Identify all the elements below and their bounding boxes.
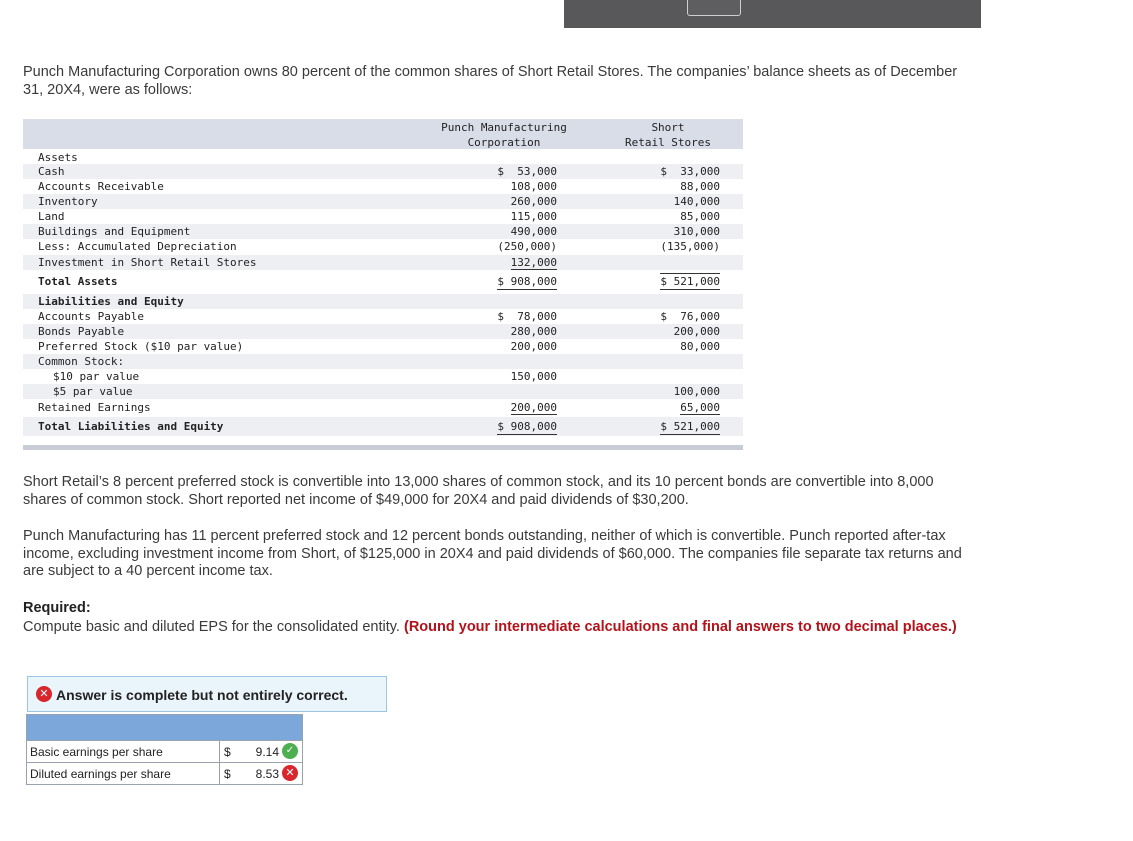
row-label: Investment in Short Retail Stores xyxy=(38,256,257,269)
row-label: Bonds Payable xyxy=(38,325,125,338)
answer-row-basic-eps xyxy=(27,740,302,762)
punch-value: (250,000) xyxy=(497,240,557,253)
table-row xyxy=(23,309,743,324)
check-circle-icon: ✓ xyxy=(282,743,298,759)
row-label: Common Stock: xyxy=(38,355,125,368)
convertibles-paragraph: Short Retail’s 8 percent preferred stock is convertible into 13,000 shares of common stock, and its 10 percent bonds are convertible into 8,000 shares of common stock. Short reported net income of $49,000 for 20X4 and paid dividends of $30,200. xyxy=(23,474,934,508)
row-label: Cash xyxy=(38,165,65,178)
x-circle-icon: ✕ xyxy=(282,765,298,781)
table-row-total xyxy=(23,272,743,291)
punch-value: $ 53,000 xyxy=(497,165,557,178)
currency-symbol: $ xyxy=(224,767,231,781)
short-value: 140,000 xyxy=(673,195,720,208)
short-value: $ 76,000 xyxy=(660,310,720,323)
short-value: 80,000 xyxy=(680,340,720,353)
column-header-punch: Punch Manufacturing Corporation xyxy=(441,121,567,149)
table-row xyxy=(23,194,743,209)
row-label: Preferred Stock ($10 par value) xyxy=(38,340,244,353)
table-row xyxy=(23,324,743,339)
basic-eps-input[interactable]: 9.14 xyxy=(255,745,279,759)
row-label: Accounts Receivable xyxy=(38,180,164,193)
table-row-total xyxy=(23,417,743,436)
row-label: $10 par value xyxy=(53,370,140,383)
punch-value: 115,000 xyxy=(510,210,557,223)
punch-value: 132,000 xyxy=(510,256,557,269)
punch-income-paragraph: Punch Manufacturing has 11 percent preferred stock and 12 percent bonds outstanding, neither of which is convertible. Punch reported after-tax income, excluding investment income from Short, of $125,000 in 20X4 and paid dividends of $60,000. The companies file separate tax returns and are subject to a 40 percent income tax. xyxy=(23,528,962,579)
toolbar-button[interactable] xyxy=(687,0,741,16)
row-label: Total Assets xyxy=(38,275,118,288)
short-value: 310,000 xyxy=(673,225,720,238)
punch-value: 200,000 xyxy=(510,401,557,414)
punch-value: 200,000 xyxy=(510,340,557,353)
short-value: 65,000 xyxy=(680,401,720,414)
table-header xyxy=(23,119,743,149)
table-row xyxy=(23,354,743,369)
table-row xyxy=(23,239,743,254)
row-label: Total Liabilities and Equity xyxy=(38,420,224,433)
short-value: $ 521,000 xyxy=(660,275,720,288)
short-value: 88,000 xyxy=(680,180,720,193)
table-row xyxy=(23,150,743,165)
row-label: Land xyxy=(38,210,65,223)
row-label: Retained Earnings xyxy=(38,401,151,414)
table-row xyxy=(23,400,743,415)
intro-paragraph: Punch Manufacturing Corporation owns 80 percent of the common shares of Short Retail Stores. The companies’ balance sheets as of December 31, 20X4, were as follows: xyxy=(23,64,958,98)
punch-value: $ 78,000 xyxy=(497,310,557,323)
answer-label: Diluted earnings per share xyxy=(30,767,171,781)
short-value: $ 33,000 xyxy=(660,165,720,178)
row-label: Assets xyxy=(38,151,78,164)
punch-value: $ 908,000 xyxy=(497,420,557,433)
required-heading: Required: xyxy=(23,600,91,616)
short-value: (135,000) xyxy=(660,240,720,253)
table-row xyxy=(23,294,743,309)
balance-sheet-table xyxy=(23,119,743,451)
table-row xyxy=(23,164,743,179)
punch-value: 280,000 xyxy=(510,325,557,338)
feedback-text: Answer is complete but not entirely correct. xyxy=(56,687,348,703)
answer-table-header xyxy=(27,715,302,740)
required-section xyxy=(23,600,973,636)
required-instruction: Compute basic and diluted EPS for the consolidated entity. (Round your intermediate calculations and final answers to two decimal places.) xyxy=(23,618,957,635)
answer-label: Basic earnings per share xyxy=(30,745,163,759)
row-label: $5 par value xyxy=(53,385,133,398)
table-row xyxy=(23,369,743,384)
table-row xyxy=(23,179,743,194)
punch-value: 150,000 xyxy=(510,370,557,383)
row-label: Accounts Payable xyxy=(38,310,144,323)
table-row xyxy=(23,339,743,354)
currency-symbol: $ xyxy=(224,745,231,759)
answer-feedback-banner xyxy=(27,676,387,712)
table-row xyxy=(23,384,743,399)
punch-value: 260,000 xyxy=(510,195,557,208)
row-label: Less: Accumulated Depreciation xyxy=(38,240,237,253)
short-value: $ 521,000 xyxy=(660,420,720,433)
table-footer-bar xyxy=(23,445,743,450)
short-value: 200,000 xyxy=(673,325,720,338)
column-header-short: Short Retail Stores xyxy=(624,121,712,149)
punch-value: $ 908,000 xyxy=(497,275,557,288)
answer-table xyxy=(26,714,303,785)
short-value: 100,000 xyxy=(673,385,720,398)
answer-row-diluted-eps xyxy=(27,762,302,784)
row-label: Buildings and Equipment xyxy=(38,225,191,238)
row-label: Liabilities and Equity xyxy=(38,295,184,308)
x-circle-icon: ✕ xyxy=(36,686,52,702)
top-toolbar xyxy=(564,0,981,28)
row-label: Inventory xyxy=(38,195,98,208)
table-row xyxy=(23,209,743,224)
punch-value: 108,000 xyxy=(510,180,557,193)
punch-value: 490,000 xyxy=(510,225,557,238)
table-row xyxy=(23,224,743,239)
table-row xyxy=(23,255,743,270)
short-value: 85,000 xyxy=(680,210,720,223)
rounding-note: (Round your intermediate calculations and final answers to two decimal places.) xyxy=(404,618,957,635)
diluted-eps-input[interactable]: 8.53 xyxy=(255,767,279,781)
